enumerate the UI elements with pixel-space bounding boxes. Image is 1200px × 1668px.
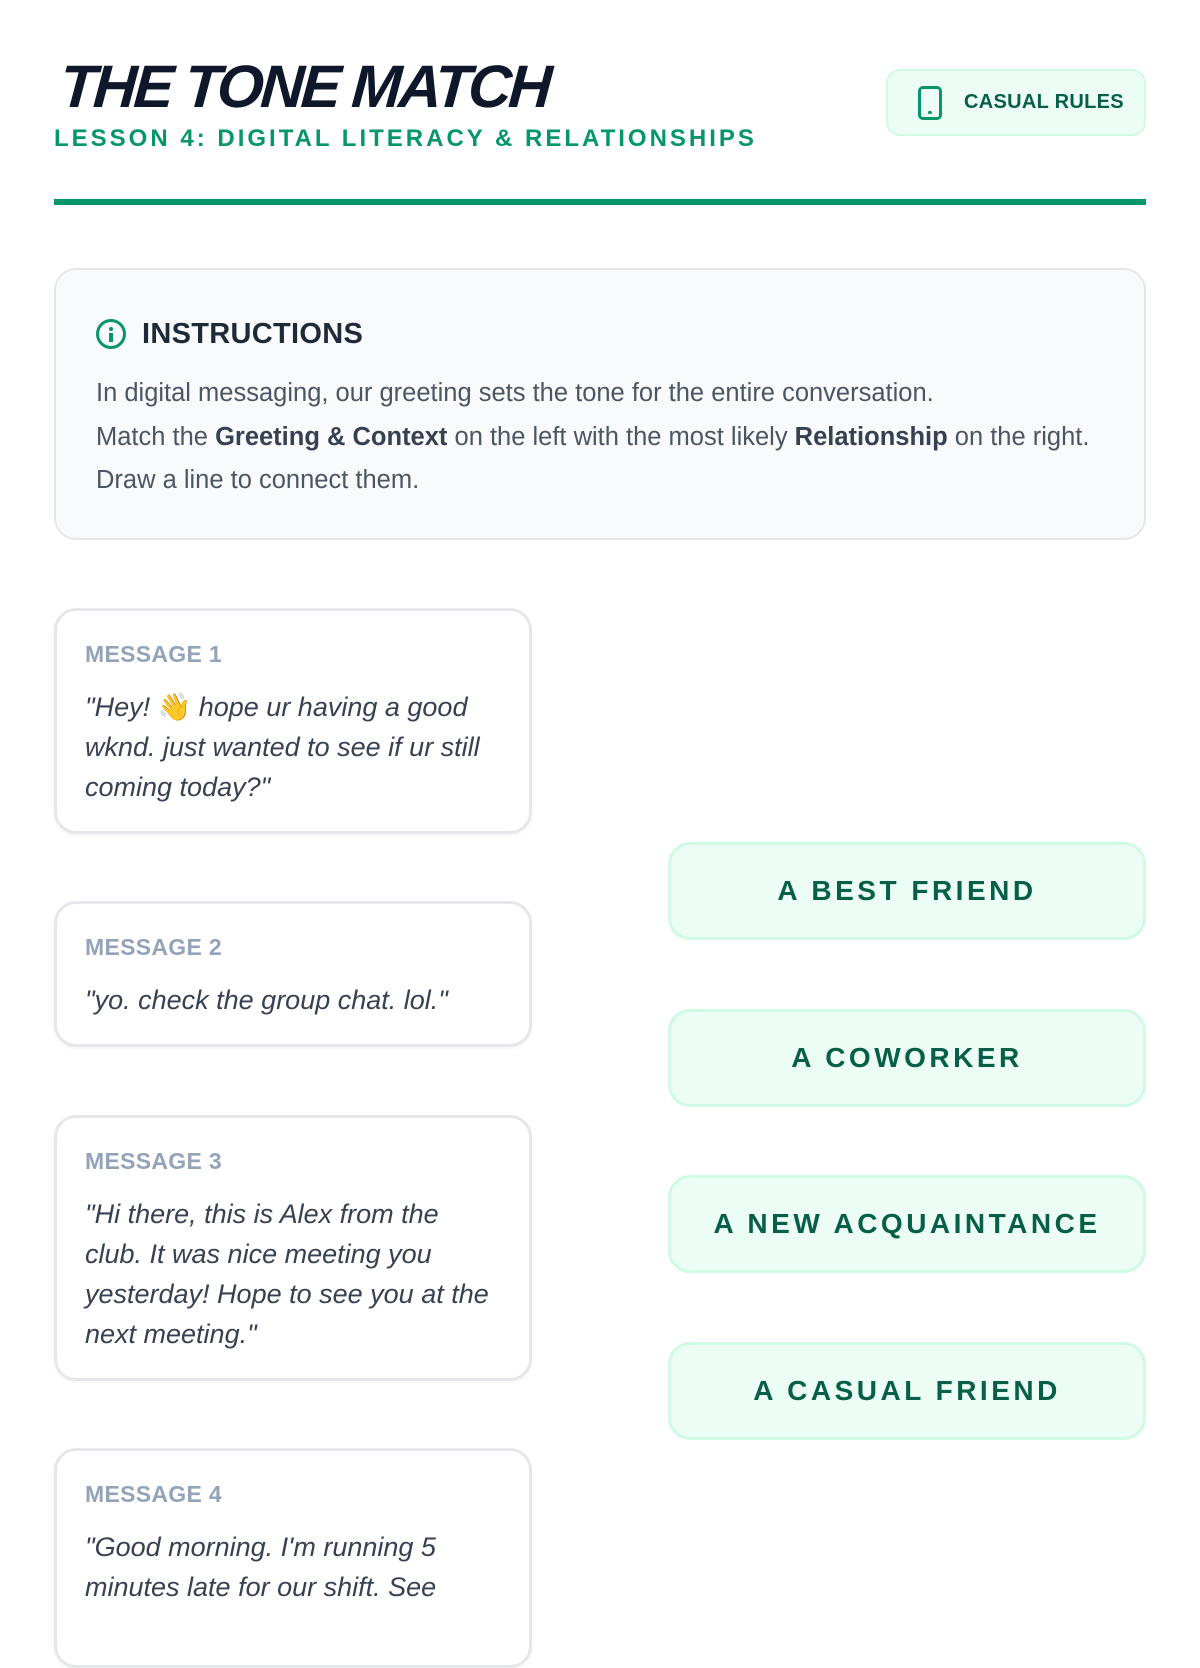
relationship-casual-friend[interactable]: A CASUAL FRIEND <box>668 1342 1146 1440</box>
message-text <box>85 687 501 807</box>
lesson-subtitle: LESSON 4: DIGITAL LITERACY & RELATIONSHIPS <box>54 125 757 152</box>
worksheet-page <box>54 0 1146 1600</box>
phone-icon <box>918 86 942 120</box>
instructions-header <box>96 314 1104 354</box>
message-text: "Hi there, this is Alex from the club. It was nice meeting you yesterday! Hope to see you at the next meeting." <box>85 1199 489 1349</box>
message-text: "Good morning. I'm running 5 minutes late for our shift. See <box>85 1532 437 1602</box>
message-label: MESSAGE 2 <box>85 934 222 960</box>
instructions-title: INSTRUCTIONS <box>142 317 364 350</box>
relationship-new-acquaintance[interactable]: A NEW ACQUAINTANCE <box>668 1175 1146 1273</box>
message-card-3[interactable] <box>54 1115 532 1381</box>
message-card-2[interactable] <box>54 901 532 1047</box>
instructions-line-2-mid: on the left with the most likely <box>447 422 795 451</box>
message-card-1[interactable] <box>54 608 532 834</box>
page-header <box>54 54 1146 205</box>
instructions-emphasis-greeting: Greeting & Context <box>215 422 448 451</box>
message-text: "yo. check the group chat. lol." <box>85 985 448 1015</box>
casual-rules-badge[interactable] <box>886 69 1146 136</box>
message-text-part: "Hey! <box>85 692 158 722</box>
message-label: MESSAGE 3 <box>85 1148 222 1174</box>
instructions-text <box>96 372 1104 503</box>
message-card-4[interactable] <box>54 1448 532 1668</box>
relationship-best-friend[interactable]: A BEST FRIEND <box>668 842 1146 940</box>
info-icon <box>96 319 126 349</box>
waving-hand-icon: 👋 <box>157 692 192 722</box>
badge-label: CASUAL RULES <box>964 91 1124 113</box>
instructions-emphasis-relationship: Relationship <box>794 422 948 451</box>
message-label: MESSAGE 1 <box>85 641 222 667</box>
page-title: THE TONE MATCH <box>57 53 552 120</box>
message-text-part: hope ur having a good wknd. just wanted to see if ur still coming today?" <box>85 692 480 802</box>
instructions-line-1: In digital messaging, our greeting sets the tone for the entire conversation. <box>96 379 934 407</box>
message-label: MESSAGE 4 <box>85 1481 222 1507</box>
instructions-line-2-suffix: on the right. Draw a line to connect them. <box>96 422 1090 494</box>
instructions-box <box>54 268 1146 540</box>
relationship-coworker[interactable]: A COWORKER <box>668 1009 1146 1107</box>
instructions-line-2-prefix: Match the <box>96 422 216 451</box>
